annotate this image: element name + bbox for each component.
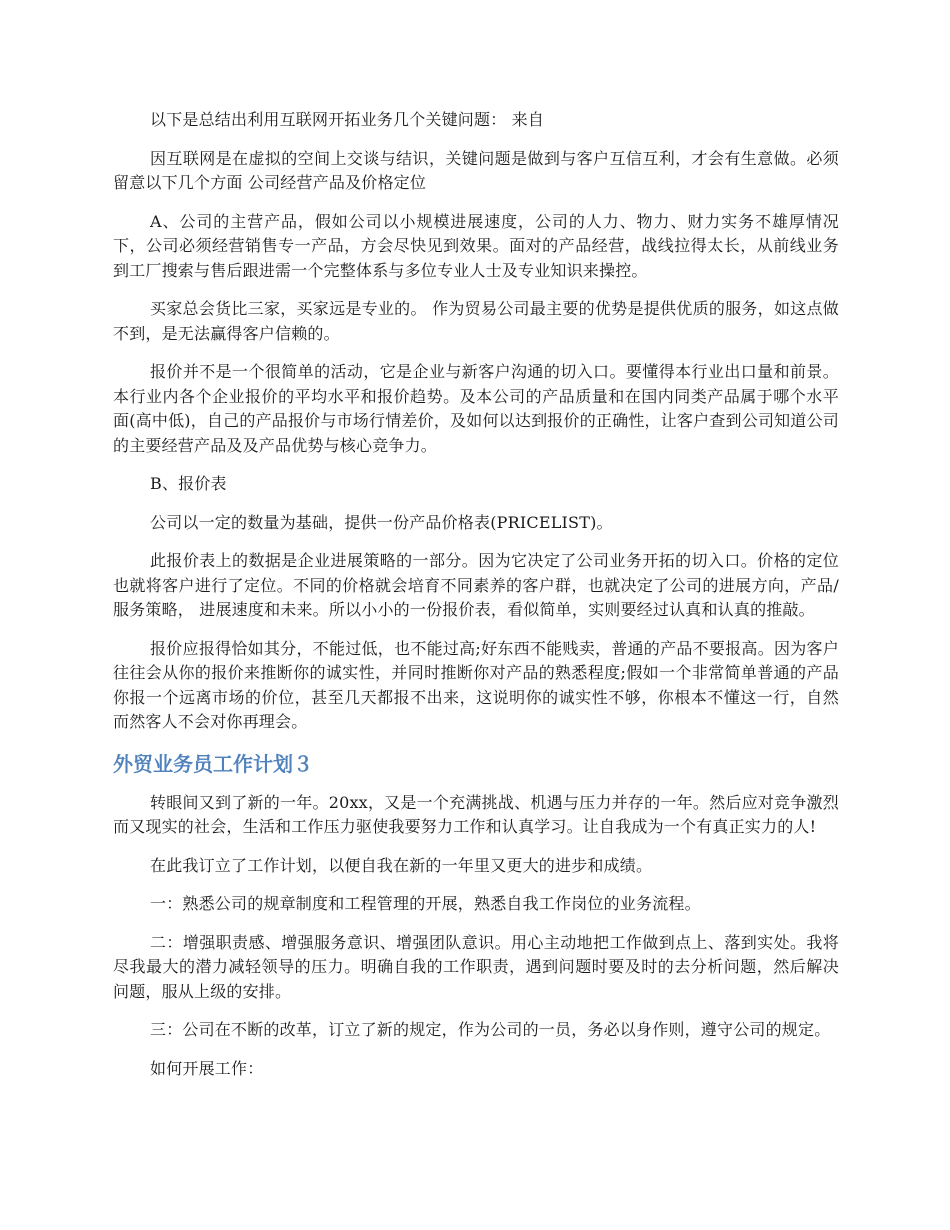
paragraph-item-two: 二：增强职责感、增强服务意识、增强团队意识。用心主动地把工作做到点上、落到实处。我将尽我最大的潜力减轻领导的压力。明确自我的工作职责，遇到问题时要及时的去分析问题，然后解决问题，服从上级的安排。 [113,932,839,1001]
paragraph-main-product: A、公司的主营产品，假如公司以小规模进展速度，公司的人力、物力、财力实务不雄厚情况下，公司必须经营销售专一产品，方会尽快见到效果。面对的产品经营，战线拉得太长，从前线业务到工厂搜索与售后跟进需一个完整体系与多位专业人士及专业知识来操控。 [113,211,839,280]
paragraph-quotation: 报价并不是一个很简单的活动，它是企业与新客户沟通的切入口。要懂得本行业出口量和前景。本行业内各个企业报价的平均水平和报价趋势。及本公司的产品质量和在国内同类产品属于哪个水平面(高中低)，自己的产品报价与市场行情差价，及如何以达到报价的正确性，让客户查到公司知道公司的主要经营产品及及产品优势与核心竞争力。 [113,362,839,455]
paragraph-new-year: 转眼间又到了新的一年。20xx，又是一个充满挑战、机遇与压力并存的一年。然后应对竞争激烈而又现实的社会，生活和工作压力驱使我要努力工作和认真学习。让自我成为一个有真正实力的人! [113,792,839,836]
paragraph-how-to-work: 如何开展工作： [150,1058,264,1078]
paragraph-price-list-heading: B、报价表 [150,474,227,493]
paragraph-intro: 以下是总结出利用互联网开拓业务几个关键问题： 来自 [150,110,545,129]
paragraph-price-list: 公司以一定的数量为基础，提供一份产品价格表(PRICELIST)。 [150,512,613,532]
paragraph-item-one: 一：熟悉公司的规章制度和工程管理的开展，熟悉自我工作岗位的业务流程。 [150,894,701,913]
paragraph-item-three: 三：公司在不断的改革，订立了新的规定，作为公司的一员，务必以身作则，遵守公司的规定。 [150,1020,831,1039]
paragraph-price-fairness: 报价应报得恰如其分，不能过低，也不能过高;好东西不能贱卖，普通的产品不要报高。因为客户往往会从你的报价来推断你的诚实性，并同时推断你对产品的熟悉程度;假如一个非常简单普通的产品你报一个远离市场的价位，甚至几天都报不出来，这说明你的诚实性不够，你根本不懂这一行，自然而然客人不会对你再理会。 [113,638,839,731]
paragraph-trust: 因互联网是在虚拟的空间上交谈与结识，关键问题是做到与客户互信互利，才会有生意做。必须留意以下几个方面 公司经营产品及价格定位 [113,148,839,192]
paragraph-plan: 在此我订立了工作计划，以便自我在新的一年里又更大的进步和成绩。 [150,855,653,875]
document-page [113,108,839,1095]
section-title: 外贸业务员工作计划３ [113,751,313,776]
paragraph-price-strategy: 此报价表上的数据是企业进展策略的一部分。因为它决定了公司业务开拓的切入口。价格的定位也就将客户进行了定位。不同的价格就会培育不同素养的客户群，也就决定了公司的进展方向，产品/服务策略， 进展速度和未来。所以小小的一份报价表，看似简单，实则要经过认真和认真的推敲。 [113,551,839,619]
paragraph-buyers: 买家总会货比三家，买家远是专业的。 作为贸易公司最主要的优势是提供优质的服务，如这点做不到，是无法赢得客户信赖的。 [113,299,839,343]
